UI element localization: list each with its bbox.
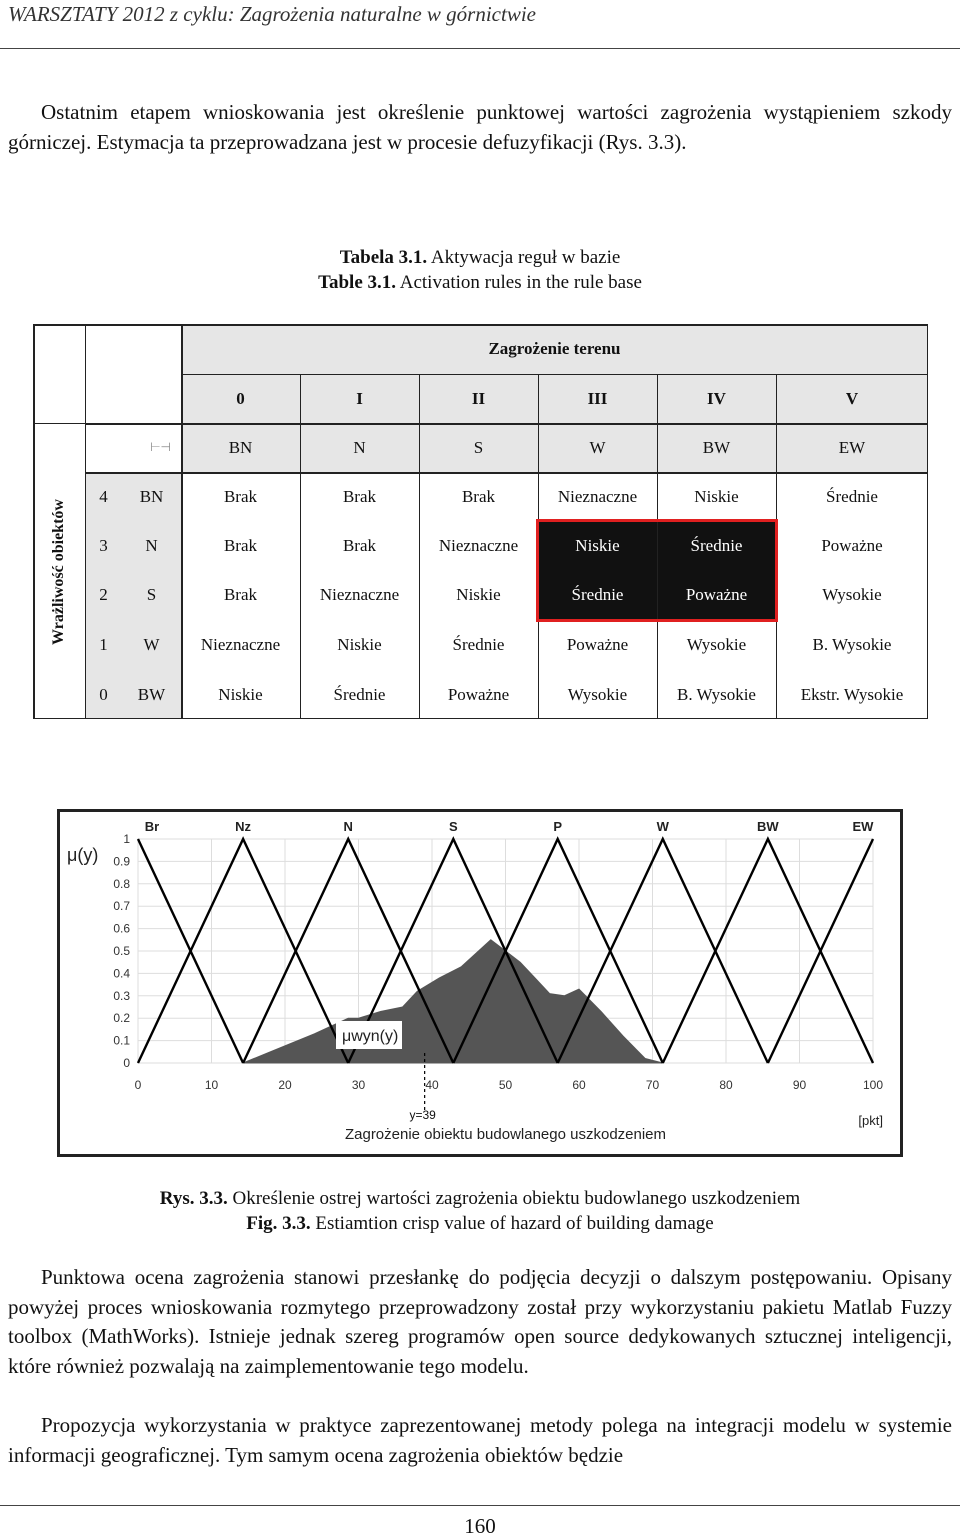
y-tick-label: 0.3: [113, 988, 130, 1003]
x-tick-label: 60: [572, 1078, 586, 1092]
table-cell: Wysokie: [567, 684, 628, 704]
footer-rule: [0, 1505, 960, 1506]
y-tick-label: 0.7: [113, 899, 130, 914]
membership-label: Nz: [235, 819, 252, 834]
membership-label: Br: [144, 819, 160, 834]
column-code-3: W: [589, 437, 606, 457]
vline-first: [85, 324, 86, 719]
column-number-1: I: [356, 388, 363, 408]
column-number-5: V: [845, 388, 859, 408]
row-code: N: [145, 535, 158, 555]
table-cell: Ekstr. Wysokie: [800, 684, 904, 704]
body-paragraph-2: Punktowa ocena zagrożenia stanowi przesłankę do podjęcia decyzji o dalszym postępowaniu. Opisany powyżej proces wnioskowania rozmytego przeprowadzony został przy wykorzystaniu pakietu Matlab Fuzzy toolbox (MathWorks). Istnieje jednak szereg programów open source dedykowanych sztucznej inteligencji, które również pozwalają na zaimplementowanie tego modelu.: [8, 1265, 952, 1378]
x-tick-label: 0: [134, 1078, 142, 1092]
table-caption-pl: [0, 246, 960, 270]
table-cell: B. Wysokie: [812, 635, 892, 654]
x-tick-label: 90: [792, 1078, 807, 1092]
row-number: 2: [99, 585, 108, 604]
table-cell: Nieznaczne: [557, 486, 638, 506]
table-caption-en-label: Table 3.1.: [318, 272, 397, 293]
table-cell: Średnie: [826, 486, 878, 506]
table-cell: Średnie: [690, 535, 743, 555]
row-group-title-box: [33, 324, 85, 719]
table-cell: Brak: [342, 535, 377, 555]
table-border-top: [33, 324, 928, 326]
figure-caption-en: [0, 1212, 960, 1236]
figure-caption-pl: [0, 1187, 960, 1211]
row-group-title: Wrażliwość obiektów: [50, 499, 67, 645]
body-paragraph-3: Propozycja wykorzystania w praktyce zaprezentowanej metody polega na integracji modelu w systemie informacji geograficznej. Tym samym ocena zagrożenia obiektów będzie: [8, 1413, 952, 1467]
y-tick-label: 0.5: [113, 944, 130, 958]
hline-header: [85, 423, 928, 425]
membership-label: W: [656, 819, 669, 834]
membership-label: EW: [852, 819, 874, 834]
defuzzified-label: y=39: [409, 1108, 436, 1122]
table-caption-pl-text: Aktywacja reguł w bazie: [430, 247, 621, 268]
table-cell: Niskie: [218, 684, 263, 704]
membership-label: BW: [757, 819, 779, 834]
y-tick-label: 0.9: [113, 854, 130, 869]
hline-subheader: [181, 374, 928, 375]
y-tick-label: 0.6: [113, 921, 130, 936]
row-number: 1: [99, 635, 108, 654]
y-axis-label: μ(y): [67, 845, 99, 865]
column-number-2: II: [471, 388, 486, 408]
table-cell: Brak: [223, 535, 258, 555]
vline-codes: [181, 324, 183, 719]
y-tick-label: 0.2: [113, 1011, 130, 1026]
row-number: 4: [99, 486, 108, 506]
activation-highlight: [536, 519, 778, 622]
table-cell: Poważne: [447, 684, 510, 704]
running-header: WARSZTATY 2012 z cyklu: Zagrożenia naturalne w górnictwie: [8, 2, 536, 26]
aggregated-label: μwyn(y): [342, 1028, 399, 1045]
table-cell: Nieznaczne: [200, 635, 281, 654]
row-number: 0: [99, 684, 108, 704]
table-cell: Nieznaczne: [438, 535, 519, 555]
column-code-5: EW: [838, 437, 866, 457]
table-cell: Brak: [342, 486, 377, 506]
table-cell: Brak: [223, 486, 258, 506]
table-cell: Wysokie: [822, 585, 882, 604]
table-cell: Brak: [223, 585, 258, 604]
figure-caption-pl-text: Określenie ostrej wartości zagrożenia obiektu budowlanego uszkodzeniem: [232, 1188, 801, 1209]
y-tick-label: 0.1: [113, 1033, 130, 1048]
membership-label: S: [448, 819, 458, 834]
table-cell: Brak: [461, 486, 496, 506]
vline-col: [419, 374, 420, 719]
table-cell: Średnie: [571, 585, 624, 604]
x-tick-label: 50: [498, 1078, 513, 1092]
column-code-1: N: [353, 437, 366, 457]
x-tick-label: 70: [645, 1078, 660, 1092]
table-border-right: [927, 324, 929, 719]
y-tick-label: 0.4: [113, 966, 130, 981]
table-cell: Poważne: [566, 635, 629, 654]
x-tick-label: 40: [425, 1078, 439, 1092]
table-border-left: [33, 324, 35, 719]
row-code: W: [143, 635, 160, 654]
table-cell: Nieznaczne: [319, 585, 400, 604]
column-code-2: S: [473, 437, 484, 457]
corner-symbol: ⊢⊣: [150, 440, 171, 454]
column-code-4: BW: [702, 437, 731, 457]
x-tick-label: 80: [719, 1078, 733, 1092]
column-group-title: Zagrożenie terenu: [488, 339, 621, 358]
row-number: 3: [99, 535, 108, 555]
x-axis-label: Zagrożenie obiektu budowlanego uszkodzeniem: [344, 1126, 667, 1143]
x-tick-label: 100: [862, 1078, 884, 1092]
header-rule: [0, 48, 960, 49]
column-number-4: IV: [707, 388, 726, 408]
column-number-0: 0: [236, 388, 245, 408]
row-code: S: [146, 585, 157, 604]
table-cell: Średnie: [333, 684, 386, 704]
vline-col: [300, 374, 301, 719]
page-number: 160: [464, 1514, 496, 1538]
row-code: BN: [139, 486, 164, 506]
table-caption-en: [0, 271, 960, 295]
table-cell: Niskie: [337, 635, 382, 654]
y-tick-label: 0: [123, 1056, 130, 1070]
figure-caption-pl-label: Rys. 3.3.: [159, 1188, 228, 1209]
table-cell: Wysokie: [686, 635, 747, 654]
table-cell: Niskie: [575, 535, 620, 555]
defuzzification-chart: [57, 809, 903, 1157]
membership-label: N: [343, 819, 353, 834]
table-cell: Niskie: [456, 585, 501, 604]
table-caption-en-text: Activation rules in the rule base: [399, 272, 642, 293]
y-tick-label: 0.8: [113, 876, 130, 891]
table-cell: B. Wysokie: [677, 684, 756, 704]
y-tick-label: 1: [123, 832, 130, 846]
figure-caption-en-label: Fig. 3.3.: [246, 1213, 311, 1234]
table-cell: Średnie: [452, 635, 505, 654]
x-unit-label: [pkt]: [858, 1113, 883, 1128]
rule-activation-table: [33, 324, 928, 719]
membership-label: P: [553, 819, 563, 834]
hline-row-left: [33, 423, 85, 424]
row-code: BW: [137, 684, 166, 704]
table-cell: Poważne: [821, 535, 883, 555]
column-code-0: BN: [228, 437, 253, 457]
column-number-3: III: [587, 388, 608, 408]
x-tick-label: 20: [278, 1078, 292, 1092]
x-tick-label: 10: [204, 1078, 219, 1092]
table-cell: Niskie: [694, 486, 739, 506]
table-caption-pl-label: Tabela 3.1.: [339, 247, 428, 268]
table-border-bottom: [33, 718, 928, 720]
x-tick-label: 30: [351, 1078, 366, 1092]
intro-paragraph: Ostatnim etapem wnioskowania jest określenie punktowej wartości zagrożenia wystąpieniem szkody górniczej. Estymacja ta przeprowadzana jest w procesie defuzyfikacji (Rys. 3.3).: [8, 100, 952, 154]
figure-caption-en-text: Estiamtion crisp value of hazard of building damage: [315, 1213, 714, 1234]
table-cell: Poważne: [685, 585, 748, 604]
hline-codes: [85, 472, 928, 474]
